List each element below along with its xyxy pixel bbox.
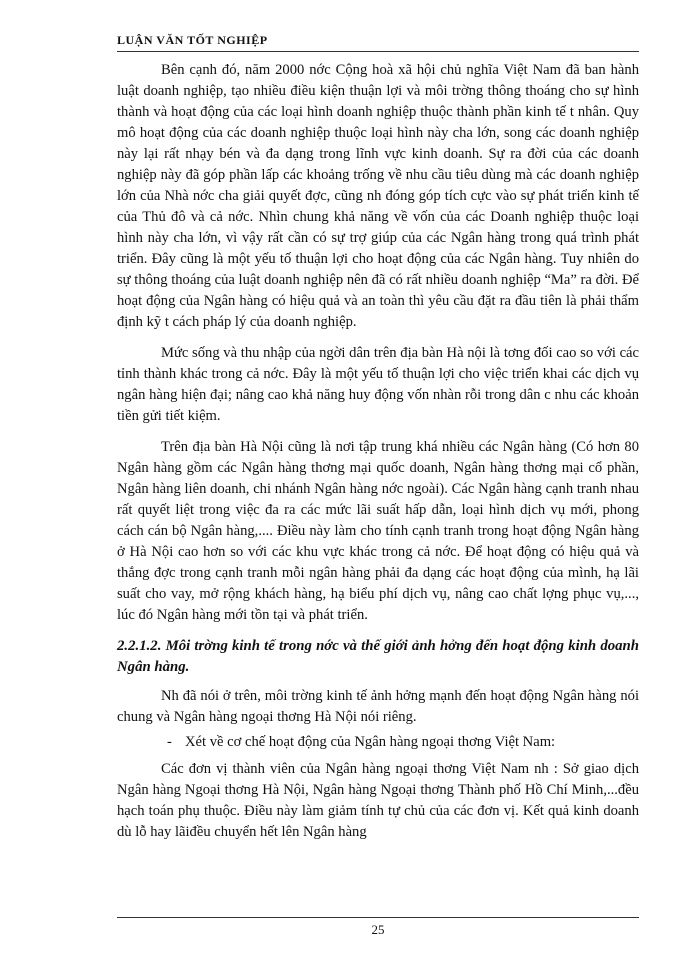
page-header (117, 33, 639, 52)
bullet-item (167, 732, 639, 753)
page-number: 25 (371, 922, 385, 937)
paragraph-1: Bên cạnh đó, năm 2000 nớc Cộng hoà xã hội chủ nghĩa Việt Nam đã ban hành luật doanh nghiệp, tạo nhiều điều kiện thuận lợi và môi trờng thông thoáng cho sự hình thành và hoạt động của các loại hình doanh nghiệp thuộc thành phần kinh tế t nhân. Quy mô hoạt động của các doanh nghiệp thuộc loại hình này cha lớn, song các doanh nghiệp này lại rất nhạy bén và đa dạng trong lĩnh vực kinh doanh. Sự ra đời của các doanh nghiệp này đã góp phần lấp các khoảng trống về nhu cầu tiêu dùng mà các doanh nghiệp lớn của Nhà nớc cha giải quyết đợc, cũng nh đóng góp tích cực vào sự phát triển kinh tế của Thủ đô và cả nớc. Nhìn chung khả năng về vốn của các Doanh nghiệp thuộc loại hình này cha lớn, vì vậy rất cần có sự trợ giúp của các Ngân hàng trong quá trình phát triển. Đây cũng là một yếu tố thuận lợi cho hoạt động của các Ngân hàng. Tuy nhiên do sự thông thoáng của luật doanh nghiệp nên đã có rất nhiều doanh nghiệp “Ma” ra đời. Để hoạt động của Ngân hàng có hiệu quả và an toàn thì yêu cầu đặt ra đầu tiên là phải thẩm định kỹ t cách pháp lý của doanh nghiệp. (117, 62, 639, 330)
header-title: LUẬN VĂN TỐT NGHIỆP (117, 33, 268, 47)
footer-divider (117, 917, 639, 918)
section-heading: 2.2.1.2. Môi trờng kinh tế trong nớc và thế giới ảnh hởng đến hoạt động kinh doanh Ngân hàng. (117, 638, 639, 675)
paragraph-3: Trên địa bàn Hà Nội cũng là nơi tập trung khá nhiều các Ngân hàng (Có hơn 80 Ngân hàng gồm các Ngân hàng thơng mại quốc doanh, Ngân hàng thơng mại cổ phần, Ngân hàng liên doanh, chi nhánh Ngân hàng nớc ngoài). Các Ngân hàng cạnh tranh nhau rất quyết liệt trong việc đa ra các mức lãi suất hấp dẫn, loại hình dịch vụ mới, phong cách cán bộ Ngân hàng,.... Điều này làm cho tính cạnh tranh trong hoạt động Ngân hàng ở Hà Nội cao hơn so với các khu vực khác trong cả nớc. Để hoạt động có hiệu quả và thắng đợc trong cạnh tranh mỗi ngân hàng phải đa dạng các hoạt động của mình, hạ lãi suất cho vay, mở rộng khách hàng, hạ biểu phí dịch vụ, nâng cao chất lợng phục vụ,..., lúc đó Ngân hàng mới tồn tại và phát triển. (117, 439, 639, 623)
paragraph-4: Nh đã nói ở trên, môi trờng kinh tế ảnh hởng mạnh đến hoạt động Ngân hàng nói chung và Ngân hàng ngoại thơng Hà Nội nói riêng. (117, 688, 639, 725)
paragraph-2: Mức sống và thu nhập của ngời dân trên địa bàn Hà nội là tơng đối cao so với các tỉnh thành khác trong cả nớc. Đây là một yếu tố thuận lợi cho việc triển khai các dịch vụ ngân hàng hiện đại; nâng cao khả năng huy động vốn nhàn rỗi trong dân c nhu các khoản tiền gửi tiết kiệm. (117, 345, 639, 424)
paragraph-5: Các đơn vị thành viên của Ngân hàng ngoại thơng Việt Nam nh : Sở giao dịch Ngân hàng Ngoại thơng Hà Nội, Ngân hàng Ngoại thơng Thành phố Hồ Chí Minh,...đều hạch toán phụ thuộc. Điều này làm giảm tính tự chủ của các đơn vị. Kết quả kinh doanh dù lỗ hay lãiđều chuyển hết lên Ngân hàng (117, 761, 639, 840)
bullet-text: Xét về cơ chế hoạt động của Ngân hàng ngoại thơng Việt Nam: (185, 734, 556, 750)
document-body (117, 60, 639, 853)
bullet-marker: - (167, 734, 172, 750)
